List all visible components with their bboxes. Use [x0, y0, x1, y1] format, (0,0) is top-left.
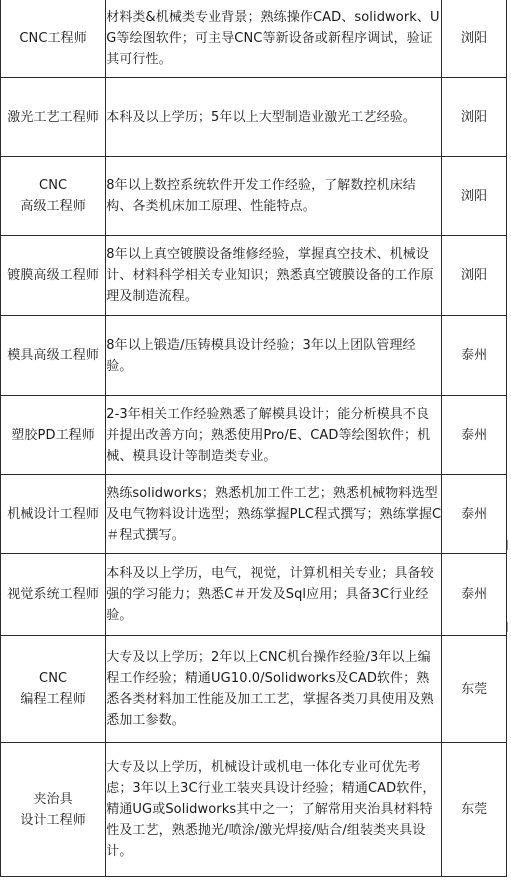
table-row	[1, 396, 507, 475]
job-title: 激光工艺工程师	[1, 78, 106, 157]
table-row	[1, 316, 507, 396]
table-row	[1, 743, 507, 877]
table-row	[1, 78, 507, 157]
job-requirements: 2-3年相关工作经验熟悉了解模具设计；能分析模具不良并提出改善方向；熟悉使用Pro/E、CAD等绘图软件；机械、模具设计等制造类专业。	[106, 396, 442, 475]
job-location: 浏阳	[442, 157, 507, 236]
table-row	[1, 0, 507, 78]
job-title: 机械设计工程师	[1, 475, 106, 554]
job-requirements: 8年以上锻造/压铸模具设计经验；3年以上团队管理经验。	[106, 316, 442, 396]
job-title: 视觉系统工程师	[1, 554, 106, 636]
job-title: 镀膜高级工程师	[1, 236, 106, 316]
table-row	[1, 475, 507, 554]
job-requirements: 大专及以上学历；2年以上CNC机台操作经验/3年以上编程工作经验；精通UG10.0/Solidworks及CAD软件；熟悉各类材料加工性能及加工工艺，掌握各类刀具使用及熟悉加工参数。	[106, 636, 442, 743]
edge-mark	[507, 540, 511, 550]
job-title: 模具高级工程师	[1, 316, 106, 396]
job-requirements: 本科及以上学历，电气，视觉，计算机相关专业；具备较强的学习能力；熟悉C＃开发及Sql应用；具备3C行业经验。	[106, 554, 442, 636]
job-requirements: 材料类&机械类专业背景；熟练操作CAD、solidwork、UG等绘图软件；可主导CNC等新设备或新程序调试，验证其可行性。	[106, 0, 442, 78]
job-requirements: 8年以上数控系统软件开发工作经验，了解数控机床结构、各类机床加工原理、性能特点。	[106, 157, 442, 236]
job-requirements: 大专及以上学历，机械设计或机电一体化专业可优先考虑；3年以上3C行业工装夹具设计经验；精通CAD软件，精通UG或Solidworks其中之一；了解常用夹治具材料特性及工艺，熟悉抛光/喷涂/激光焊接/贴合/组装类夹具设计。	[106, 743, 442, 877]
job-title: CNC 编程工程师	[1, 636, 106, 743]
job-location: 浏阳	[442, 236, 507, 316]
job-location: 泰州	[442, 475, 507, 554]
table-row	[1, 554, 507, 636]
table-row	[1, 157, 507, 236]
job-requirements: 8年以上真空镀膜设备维修经验，掌握真空技术、机械设计、材料科学相关专业知识；熟悉真空镀膜设备的工作原理及制造流程。	[106, 236, 442, 316]
edge-mark	[507, 622, 511, 632]
table-row	[1, 636, 507, 743]
job-location: 泰州	[442, 316, 507, 396]
job-location: 东莞	[442, 743, 507, 877]
job-location: 浏阳	[442, 78, 507, 157]
job-title: CNC工程师	[1, 0, 106, 78]
job-title: CNC 高级工程师	[1, 157, 106, 236]
table-row	[1, 236, 507, 316]
job-title: 塑胶PD工程师	[1, 396, 106, 475]
job-location: 东莞	[442, 636, 507, 743]
adjacent-column-edge	[507, 0, 511, 883]
job-location: 泰州	[442, 554, 507, 636]
job-location: 泰州	[442, 396, 507, 475]
job-location: 浏阳	[442, 0, 507, 78]
job-requirements: 熟练solidworks；熟悉机加工件工艺；熟悉机械物料选型及电气物料设计选型；熟练掌握PLC程式撰写；熟练掌握C＃程式撰写。	[106, 475, 442, 554]
job-title: 夹治具 设计工程师	[1, 743, 106, 877]
job-requirements: 本科及以上学历；5年以上大型制造业激光工艺经验。	[106, 78, 442, 157]
